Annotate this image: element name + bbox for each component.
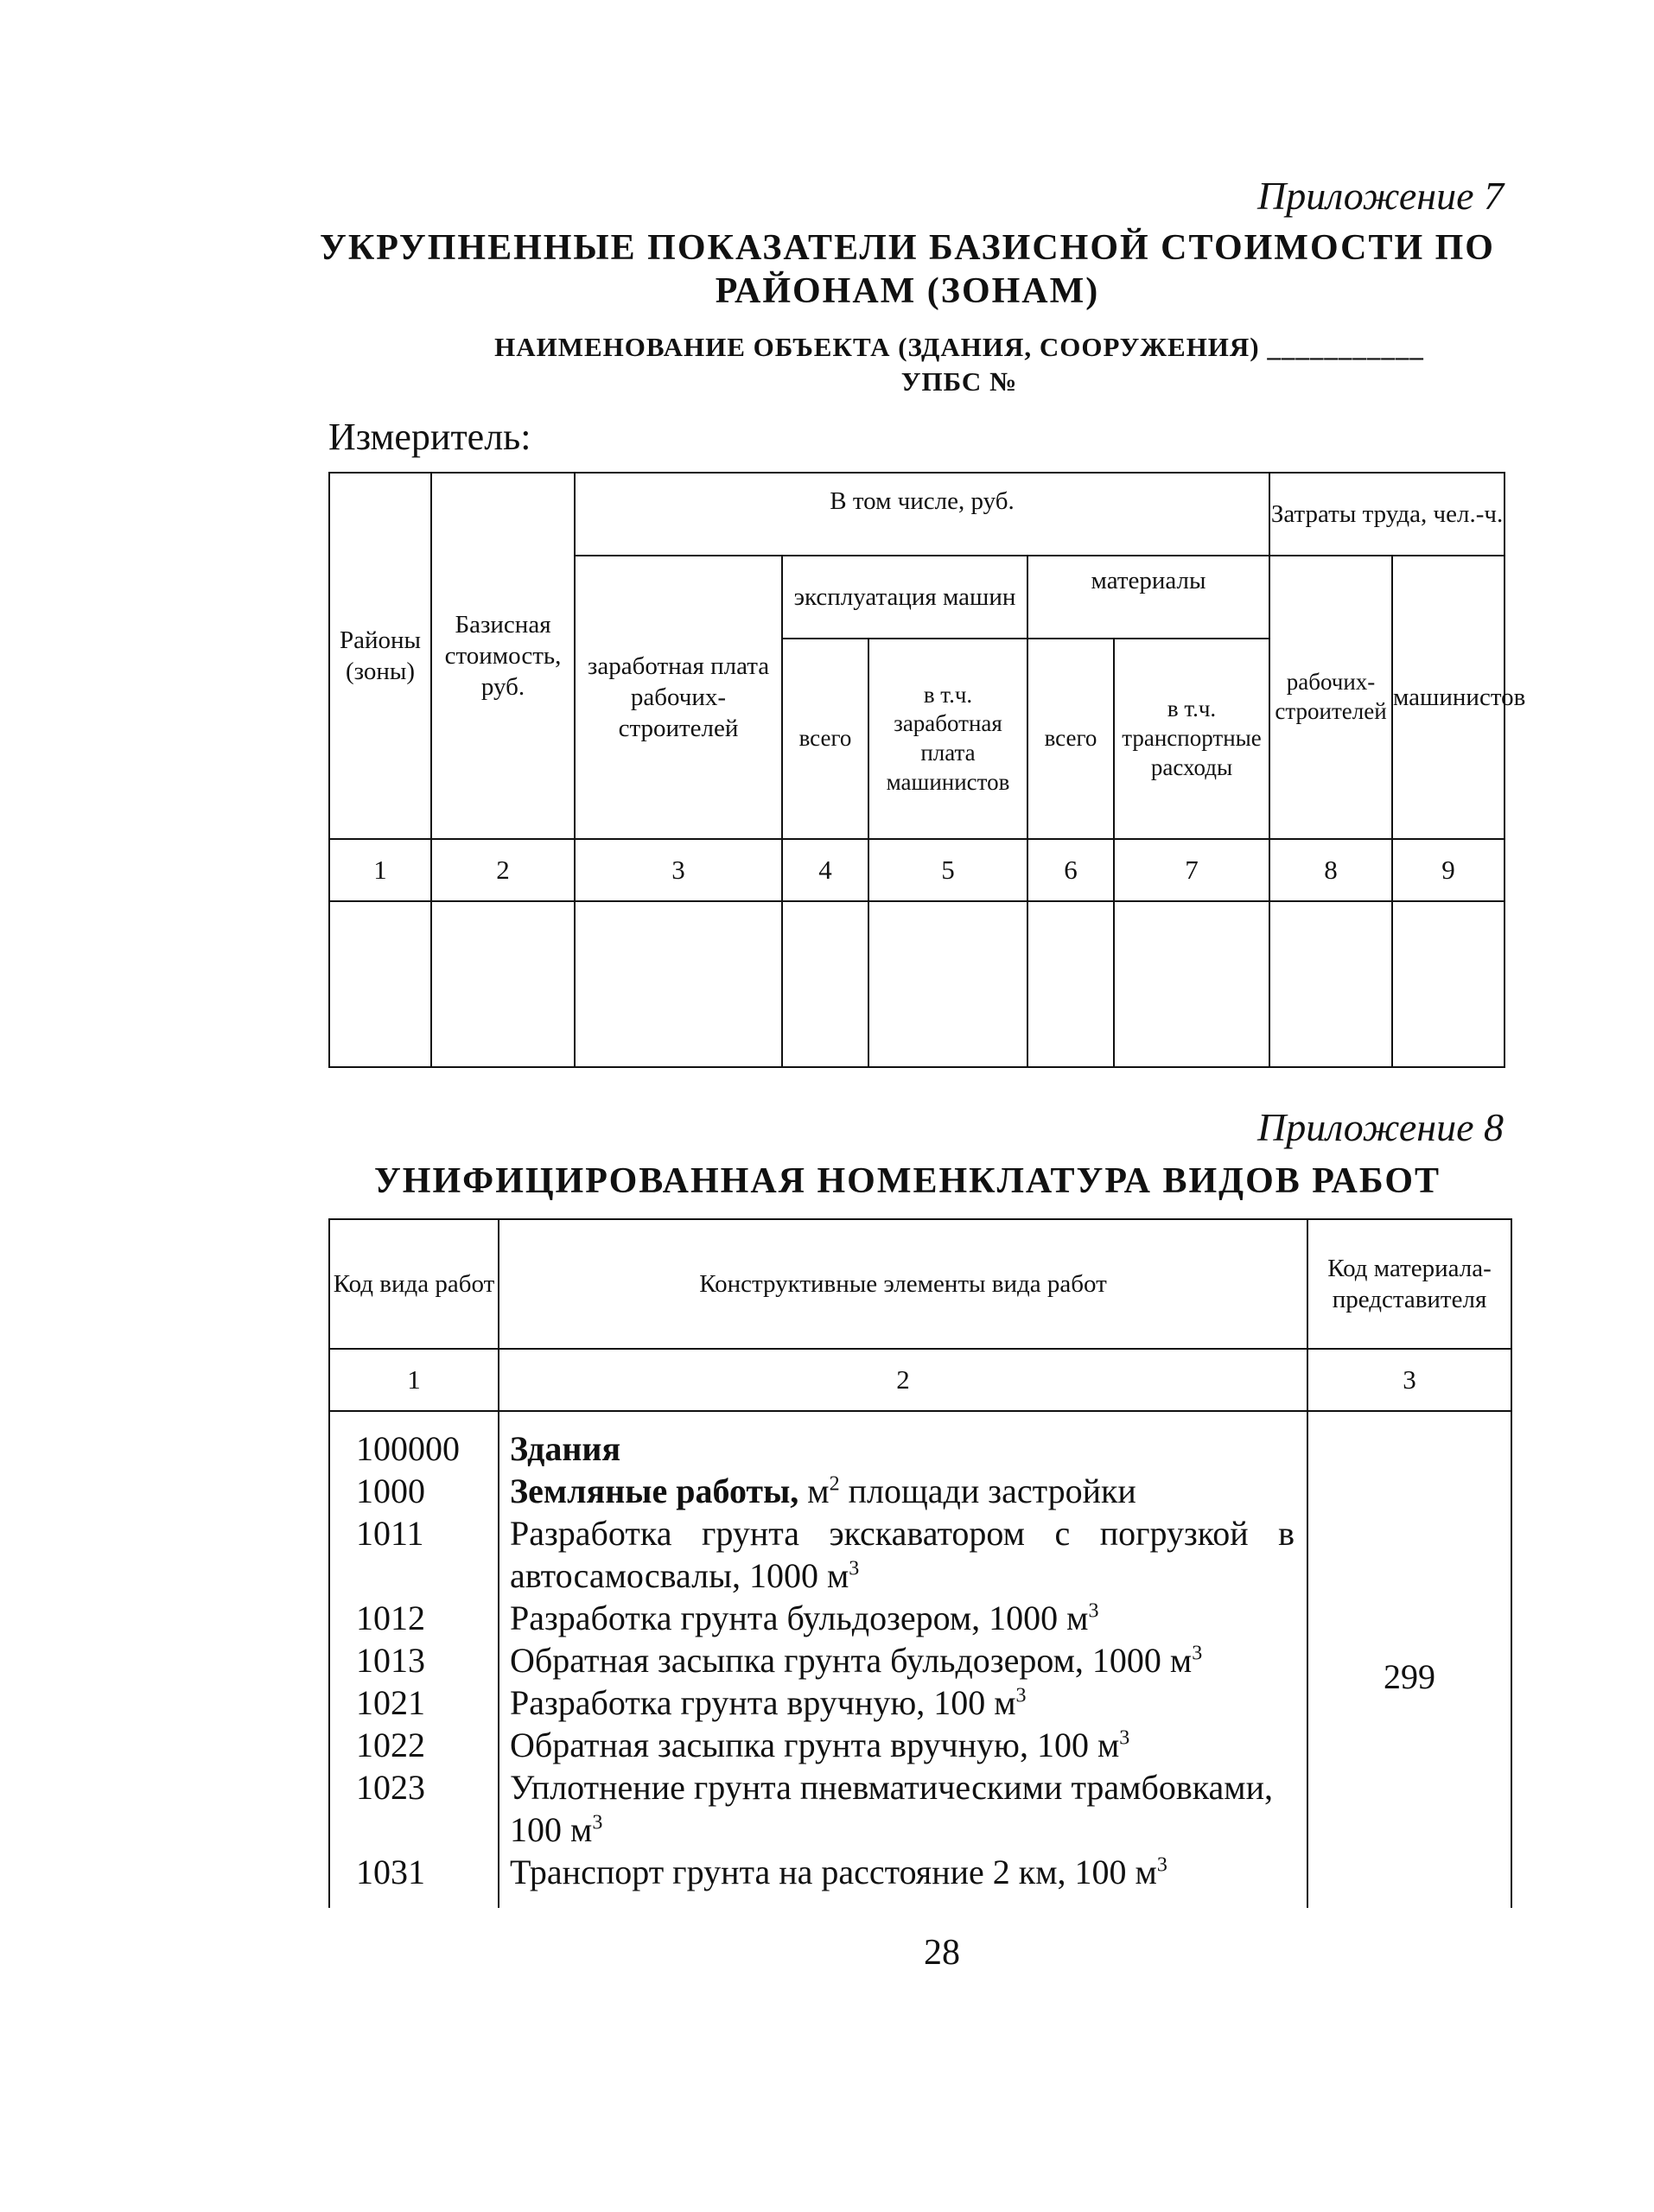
unit-power: 3 xyxy=(592,1811,603,1834)
column-number: 1 xyxy=(329,839,431,901)
column-number: 5 xyxy=(868,839,1027,901)
cost-indicators-table xyxy=(328,472,1526,1068)
page-number: 28 xyxy=(924,1933,960,1973)
work-code: 100000 xyxy=(356,1429,460,1468)
material-code: 299 xyxy=(1384,1657,1435,1696)
work-description xyxy=(510,1766,1295,1851)
work-description xyxy=(510,1639,1295,1681)
unit-power: 3 xyxy=(849,1557,860,1580)
column-number: 2 xyxy=(499,1349,1307,1411)
work-descriptions-cell xyxy=(499,1411,1307,1908)
material-code-cell xyxy=(1307,1411,1511,1908)
description-text: Разработка грунта экскаватором с погрузкой в автосамосвалы, 1000 м xyxy=(510,1514,1295,1595)
header-structural-elements: Конструктивные элементы вида работ xyxy=(499,1219,1307,1349)
work-description xyxy=(510,1681,1295,1724)
appendix-7-title-line2: РАЙОНАМ (ЗОНАМ) xyxy=(715,271,1100,311)
work-code: 1000 xyxy=(356,1471,425,1510)
work-description xyxy=(510,1427,1295,1470)
unit-power: 3 xyxy=(1119,1726,1130,1750)
work-description xyxy=(510,1597,1295,1639)
unit-power: 3 xyxy=(1015,1684,1027,1707)
header-work-code: Код вида работ xyxy=(329,1219,499,1349)
column-number: 2 xyxy=(431,839,575,901)
object-name-block xyxy=(415,330,1504,399)
column-number: 4 xyxy=(782,839,868,901)
column-number: 9 xyxy=(1392,839,1505,901)
description-text: Обратная засыпка грунта вручную, 100 м xyxy=(510,1726,1120,1764)
header-base-cost: Базисная стоимость, руб. xyxy=(431,473,575,839)
description-text: м xyxy=(798,1471,830,1510)
description-text: Разработка грунта бульдозером, 1000 м xyxy=(510,1599,1089,1637)
work-code: 1011 xyxy=(356,1514,424,1553)
description-text: Обратная засыпка грунта бульдозером, 1000 м xyxy=(510,1641,1193,1680)
work-codes-cell xyxy=(329,1411,499,1908)
appendix-7-title xyxy=(311,226,1504,313)
appendix-8-label: Приложение 8 xyxy=(1256,1105,1504,1149)
header-machinists: машинистов xyxy=(1392,556,1505,839)
unit-power: 3 xyxy=(1156,1853,1167,1877)
work-nomenclature-table xyxy=(328,1218,1512,1908)
header-materials: материалы xyxy=(1027,556,1269,639)
header-including: В том числе, руб. xyxy=(575,473,1269,556)
appendix-7-title-line1: УКРУПНЕННЫЕ ПОКАЗАТЕЛИ БАЗИСНОЙ СТОИМОСТИ ПО xyxy=(320,228,1495,268)
column-number: 8 xyxy=(1269,839,1392,901)
unit-power: 2 xyxy=(829,1472,840,1496)
header-transport-costs: в т.ч. транспортные расходы xyxy=(1114,639,1269,839)
work-description xyxy=(510,1724,1295,1766)
description-text: площади застройки xyxy=(839,1471,1136,1510)
upbs-number: УПБС № xyxy=(900,366,1018,397)
header-machinist-wages: в т.ч. заработная плата машинистов xyxy=(868,639,1027,839)
header-total-machines: всего xyxy=(782,639,868,839)
header-workers: рабочих-строителей xyxy=(1269,556,1392,839)
unit-power: 3 xyxy=(1088,1599,1099,1623)
work-code: 1023 xyxy=(356,1768,425,1807)
description-text: Разработка грунта вручную, 100 м xyxy=(510,1683,1016,1722)
appendix-8-title: УНИФИЦИРОВАННАЯ НОМЕНКЛАТУРА ВИДОВ РАБОТ xyxy=(373,1161,1441,1201)
column-number: 3 xyxy=(1307,1349,1511,1411)
work-description xyxy=(510,1470,1295,1512)
section-title: Здания xyxy=(510,1429,621,1468)
description-text: Уплотнение грунта пневматическими трамбовками, 100 м xyxy=(510,1768,1274,1849)
unit-power: 3 xyxy=(1192,1642,1203,1665)
header-machine-operation: эксплуатация машин xyxy=(782,556,1027,639)
header-material-code: Код материала-представителя xyxy=(1307,1219,1511,1349)
header-total-materials: всего xyxy=(1027,639,1114,839)
work-code: 1012 xyxy=(356,1599,425,1637)
work-description xyxy=(510,1851,1295,1893)
column-number: 1 xyxy=(329,1349,499,1411)
work-description xyxy=(510,1512,1295,1597)
object-name-line: НАИМЕНОВАНИЕ ОБЪЕКТА (ЗДАНИЯ, СООРУЖЕНИЯ) ___________ xyxy=(494,332,1424,362)
work-code: 1022 xyxy=(356,1726,425,1764)
work-code: 1021 xyxy=(356,1683,425,1722)
empty-data-row xyxy=(329,901,1505,1067)
column-number: 6 xyxy=(1027,839,1114,901)
header-wages: заработная плата рабочих-строителей xyxy=(575,556,782,839)
header-labor: Затраты труда, чел.-ч. xyxy=(1269,473,1505,556)
column-number: 7 xyxy=(1114,839,1269,901)
work-code: 1031 xyxy=(356,1853,425,1891)
appendix-7-label: Приложение 7 xyxy=(1256,174,1504,218)
header-regions: Районы (зоны) xyxy=(329,473,431,839)
description-text: Транспорт грунта на расстояние 2 км, 100 м xyxy=(510,1853,1157,1891)
measure-label: Измеритель: xyxy=(328,416,531,458)
column-number: 3 xyxy=(575,839,782,901)
section-title: Земляные работы, xyxy=(510,1471,799,1510)
work-code: 1013 xyxy=(356,1641,425,1680)
